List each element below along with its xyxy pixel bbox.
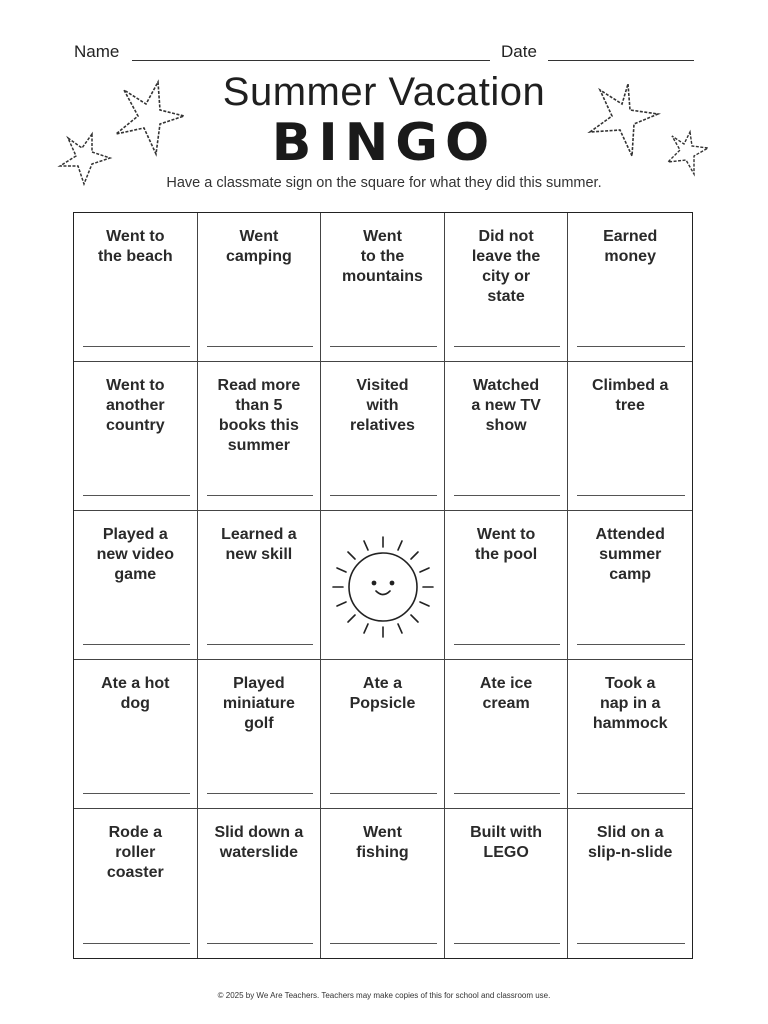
signature-line[interactable] — [330, 495, 437, 496]
cell-text: Went to another country — [105, 377, 165, 434]
cell-text: Earned money — [603, 228, 658, 265]
signature-line[interactable] — [454, 943, 561, 944]
cell-text: Went camping — [225, 228, 292, 265]
signature-line[interactable] — [454, 346, 561, 347]
bingo-cell[interactable] — [321, 809, 445, 958]
signature-line[interactable] — [577, 495, 685, 496]
cell-text: Went to the beach — [97, 228, 173, 265]
bingo-cell[interactable] — [198, 511, 322, 660]
bingo-cell[interactable] — [74, 511, 198, 660]
signature-line[interactable] — [454, 495, 561, 496]
bingo-cell[interactable] — [568, 809, 692, 958]
cell-text: Went to the pool — [474, 526, 538, 563]
signature-line[interactable] — [207, 793, 314, 794]
cell-text: Attended summer camp — [595, 526, 665, 583]
bingo-cell[interactable] — [445, 511, 569, 660]
signature-line[interactable] — [207, 943, 314, 944]
cell-text: Rode a roller coaster — [106, 824, 164, 881]
bingo-cell[interactable] — [445, 213, 569, 362]
bingo-cell[interactable] — [445, 362, 569, 511]
signature-line[interactable] — [330, 943, 437, 944]
page-title: Summer Vacation — [222, 70, 546, 114]
copyright-footer: © 2025 by We Are Teachers. Teachers may make copies of this for school and classroom use. — [217, 991, 551, 1000]
cell-text: Climbed a tree — [591, 377, 669, 414]
signature-line[interactable] — [577, 644, 685, 645]
bingo-cell[interactable] — [74, 213, 198, 362]
cell-text: Did not leave the city or state — [471, 228, 541, 305]
signature-line[interactable] — [577, 793, 685, 794]
cell-text: Learned a new skill — [221, 526, 297, 563]
bingo-heading: BINGO — [271, 113, 497, 173]
date-field[interactable] — [548, 60, 694, 61]
signature-line[interactable] — [83, 943, 190, 944]
bingo-cell[interactable] — [198, 660, 322, 809]
signature-line[interactable] — [207, 644, 314, 645]
bingo-cell[interactable] — [568, 362, 692, 511]
signature-line[interactable] — [454, 644, 561, 645]
date-label: Date — [501, 42, 537, 61]
cell-text: Built with LEGO — [470, 824, 543, 861]
cell-text: Visited with relatives — [350, 377, 415, 434]
bingo-cell[interactable] — [198, 213, 322, 362]
cell-text: Slid on a slip-n-slide — [587, 824, 673, 861]
bingo-cell[interactable] — [74, 362, 198, 511]
bingo-cell[interactable] — [198, 362, 322, 511]
cell-text: Ate ice cream — [479, 675, 533, 712]
signature-line[interactable] — [83, 644, 190, 645]
signature-line[interactable] — [83, 495, 190, 496]
free-space-cell — [321, 511, 445, 660]
name-label: Name — [74, 42, 120, 61]
cell-text: Ate a hot dog — [101, 675, 170, 712]
cell-text: Watched a new TV show — [471, 377, 541, 434]
cell-text: Took a nap in a hammock — [592, 675, 668, 732]
instructions: Have a classmate sign on the square for what they did this summer. — [166, 175, 602, 191]
signature-line[interactable] — [577, 943, 685, 944]
signature-line[interactable] — [83, 793, 190, 794]
signature-line[interactable] — [330, 346, 437, 347]
bingo-cell[interactable] — [568, 213, 692, 362]
cell-text: Slid down a waterslide — [214, 824, 304, 861]
bingo-board — [73, 212, 693, 959]
cell-text: Went to the mountains — [342, 228, 423, 285]
bingo-cell[interactable] — [321, 362, 445, 511]
signature-line[interactable] — [330, 793, 437, 794]
signature-line[interactable] — [577, 346, 685, 347]
cell-text: Played miniature golf — [222, 675, 295, 732]
cell-text: Read more than 5 books this summer — [217, 377, 301, 454]
bingo-cell[interactable] — [321, 213, 445, 362]
bingo-cell[interactable] — [321, 660, 445, 809]
bingo-cell[interactable] — [568, 660, 692, 809]
name-date-row — [74, 42, 694, 66]
cell-text: Played a new video game — [96, 526, 174, 583]
signature-line[interactable] — [83, 346, 190, 347]
sun-icon — [329, 533, 437, 641]
bingo-cell[interactable] — [74, 809, 198, 958]
cell-text: Went fishing — [356, 824, 409, 861]
bingo-cell[interactable] — [74, 660, 198, 809]
bingo-cell[interactable] — [568, 511, 692, 660]
bingo-cell[interactable] — [198, 809, 322, 958]
signature-line[interactable] — [207, 495, 314, 496]
signature-line[interactable] — [207, 346, 314, 347]
bingo-cell[interactable] — [445, 660, 569, 809]
name-field[interactable] — [132, 60, 490, 61]
cell-text: Ate a Popsicle — [349, 675, 416, 712]
signature-line[interactable] — [454, 793, 561, 794]
bingo-cell[interactable] — [445, 809, 569, 958]
